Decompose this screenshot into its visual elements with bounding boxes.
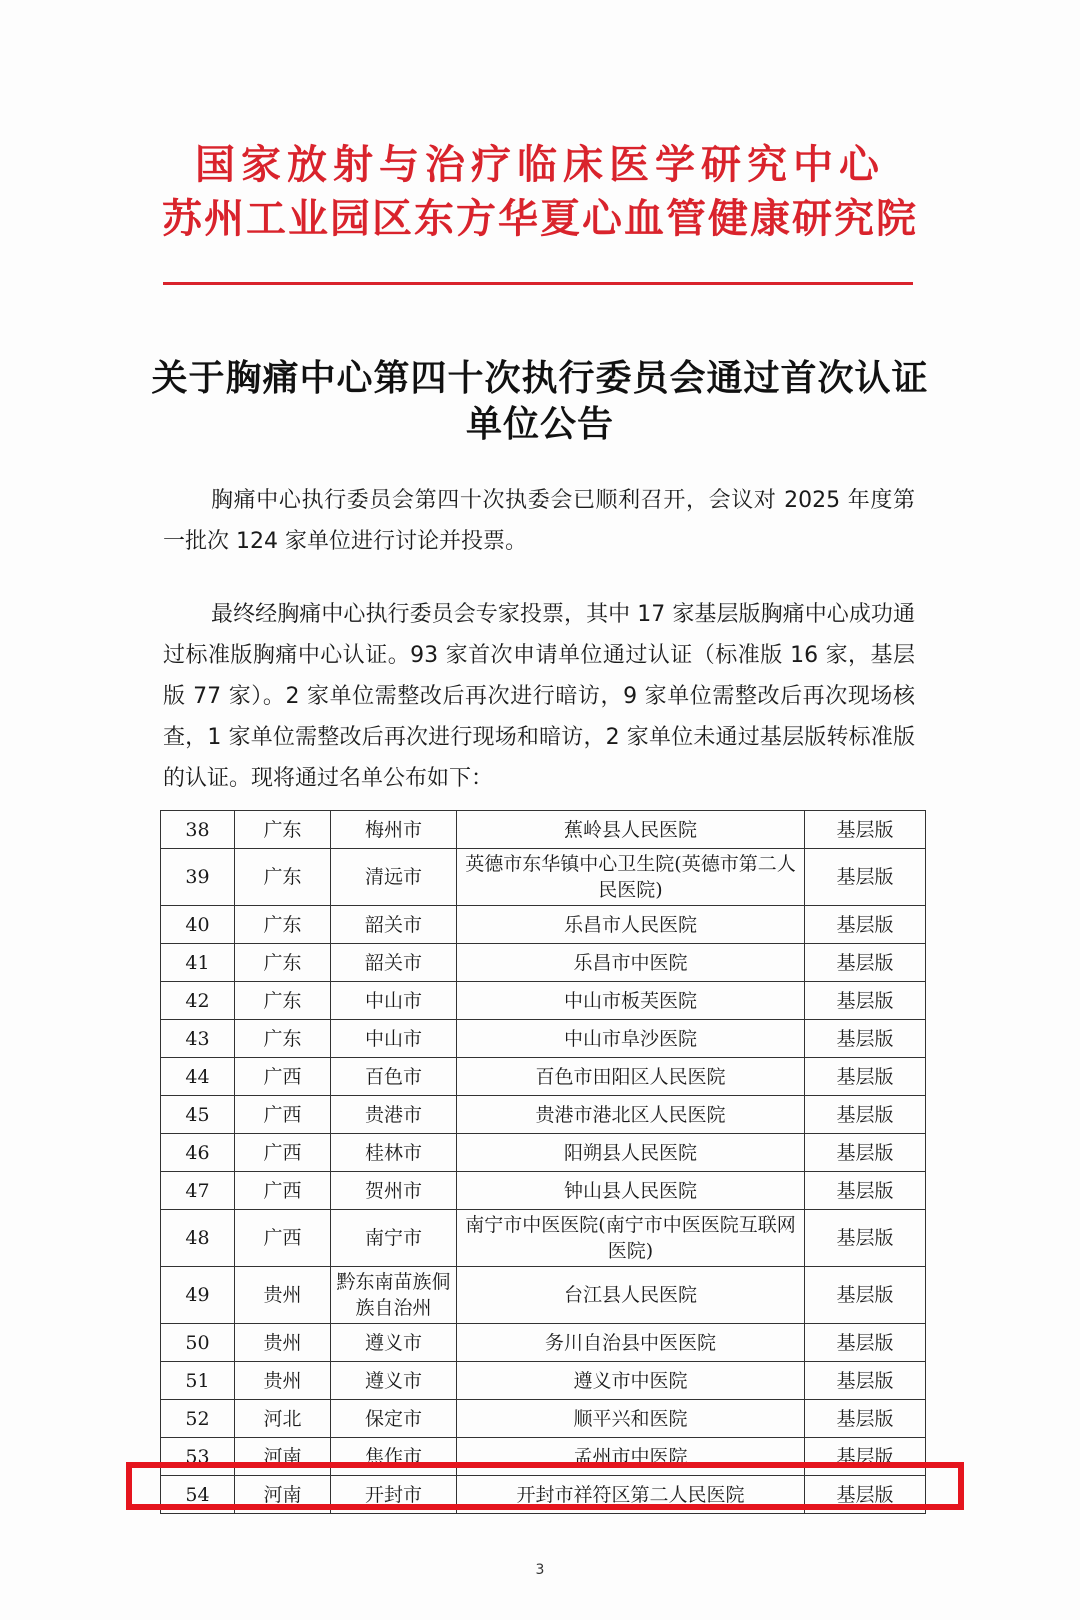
row-province: 广东 [235, 811, 331, 849]
row-version: 基层版 [805, 1476, 926, 1514]
row-number: 54 [161, 1476, 235, 1514]
row-version: 基层版 [805, 1096, 926, 1134]
row-city: 南宁市 [331, 1210, 457, 1267]
table-row [161, 1324, 926, 1362]
table-row [161, 1362, 926, 1400]
row-city: 梅州市 [331, 811, 457, 849]
row-province: 广西 [235, 1134, 331, 1172]
row-hospital: 开封市祥符区第二人民医院 [457, 1476, 805, 1514]
table-row [161, 906, 926, 944]
row-hospital: 乐昌市中医院 [457, 944, 805, 982]
table-row [161, 1400, 926, 1438]
table-row [161, 1438, 926, 1476]
table-row [161, 811, 926, 849]
document-title: 关于胸痛中心第四十次执行委员会通过首次认证单位公告 [151, 357, 929, 445]
row-number: 46 [161, 1134, 235, 1172]
row-province: 广西 [235, 1210, 331, 1267]
row-province: 贵州 [235, 1267, 331, 1324]
table-row [161, 1020, 926, 1058]
row-city: 贺州市 [331, 1172, 457, 1210]
paragraph-1: 胸痛中心执行委员会第四十次执委会已顺利召开，会议对 2025 年度第一批次 124 家单位进行讨论并投票。 [163, 488, 915, 554]
row-province: 广东 [235, 906, 331, 944]
row-version: 基层版 [805, 1172, 926, 1210]
row-province: 广东 [235, 944, 331, 982]
row-number: 52 [161, 1400, 235, 1438]
row-hospital: 中山市板芙医院 [457, 982, 805, 1020]
row-hospital: 阳朔县人民医院 [457, 1134, 805, 1172]
row-number: 49 [161, 1267, 235, 1324]
row-hospital: 台江县人民医院 [457, 1267, 805, 1324]
letterhead-divider [163, 282, 913, 285]
row-hospital: 孟州市中医院 [457, 1438, 805, 1476]
row-version: 基层版 [805, 1210, 926, 1267]
row-hospital: 英德市东华镇中心卫生院(英德市第二人民医院) [457, 849, 805, 906]
row-province: 贵州 [235, 1324, 331, 1362]
row-number: 53 [161, 1438, 235, 1476]
row-province: 河南 [235, 1476, 331, 1514]
row-version: 基层版 [805, 1020, 926, 1058]
row-version: 基层版 [805, 1362, 926, 1400]
table-row [161, 982, 926, 1020]
row-province: 贵州 [235, 1362, 331, 1400]
row-province: 广西 [235, 1172, 331, 1210]
row-version: 基层版 [805, 944, 926, 982]
row-province: 广东 [235, 849, 331, 906]
row-hospital: 百色市田阳区人民医院 [457, 1058, 805, 1096]
letterhead [0, 138, 1080, 246]
row-number: 40 [161, 906, 235, 944]
row-city: 中山市 [331, 1020, 457, 1058]
row-number: 51 [161, 1362, 235, 1400]
row-number: 48 [161, 1210, 235, 1267]
table-row [161, 1210, 926, 1267]
row-version: 基层版 [805, 811, 926, 849]
row-province: 广东 [235, 1020, 331, 1058]
row-hospital: 南宁市中医医院(南宁市中医医院互联网医院) [457, 1210, 805, 1267]
row-city: 开封市 [331, 1476, 457, 1514]
table-row [161, 1267, 926, 1324]
row-number: 47 [161, 1172, 235, 1210]
row-hospital: 蕉岭县人民医院 [457, 811, 805, 849]
row-city: 遵义市 [331, 1362, 457, 1400]
row-version: 基层版 [805, 1438, 926, 1476]
row-version: 基层版 [805, 1267, 926, 1324]
table-row [161, 1058, 926, 1096]
row-hospital: 遵义市中医院 [457, 1362, 805, 1400]
row-province: 广西 [235, 1096, 331, 1134]
row-number: 43 [161, 1020, 235, 1058]
row-province: 广西 [235, 1058, 331, 1096]
row-city: 桂林市 [331, 1134, 457, 1172]
row-number: 39 [161, 849, 235, 906]
row-hospital: 务川自治县中医医院 [457, 1324, 805, 1362]
row-number: 50 [161, 1324, 235, 1362]
row-version: 基层版 [805, 1324, 926, 1362]
row-city: 百色市 [331, 1058, 457, 1096]
row-city: 黔东南苗族侗族自治州 [331, 1267, 457, 1324]
row-version: 基层版 [805, 1134, 926, 1172]
table-row [161, 944, 926, 982]
page-number: 3 [535, 1562, 545, 1578]
paragraph-2: 最终经胸痛中心执行委员会专家投票，其中 17 家基层版胸痛中心成功通过标准版胸痛中心认证。93 家首次申请单位通过认证（标准版 16 家，基层版 77 家）。2 家单位需整改后再次进行暗访，9 家单位需整改后再次现场核查，1 家单位需整改后再次进行现场和暗访，2 家单位未通过基层版转标准版的认证。现将通过名单公布如下： [163, 602, 915, 791]
row-version: 基层版 [805, 906, 926, 944]
row-hospital: 中山市阜沙医院 [457, 1020, 805, 1058]
org-name-1: 国家放射与治疗临床医学研究中心 [195, 141, 885, 188]
certified-units-table [160, 810, 926, 1514]
table-row [161, 1096, 926, 1134]
row-city: 清远市 [331, 849, 457, 906]
row-number: 42 [161, 982, 235, 1020]
row-number: 41 [161, 944, 235, 982]
row-number: 38 [161, 811, 235, 849]
table-row [161, 1134, 926, 1172]
row-city: 中山市 [331, 982, 457, 1020]
row-number: 45 [161, 1096, 235, 1134]
row-province: 河南 [235, 1438, 331, 1476]
table-row [161, 849, 926, 906]
org-name-2: 苏州工业园区东方华夏心血管健康研究院 [162, 195, 918, 242]
row-number: 44 [161, 1058, 235, 1096]
row-version: 基层版 [805, 1400, 926, 1438]
row-city: 保定市 [331, 1400, 457, 1438]
row-city: 焦作市 [331, 1438, 457, 1476]
row-city: 贵港市 [331, 1096, 457, 1134]
row-hospital: 钟山县人民医院 [457, 1172, 805, 1210]
row-province: 广东 [235, 982, 331, 1020]
row-hospital: 顺平兴和医院 [457, 1400, 805, 1438]
row-hospital: 贵港市港北区人民医院 [457, 1096, 805, 1134]
row-city: 韶关市 [331, 906, 457, 944]
row-city: 韶关市 [331, 944, 457, 982]
row-version: 基层版 [805, 849, 926, 906]
row-city: 遵义市 [331, 1324, 457, 1362]
row-version: 基层版 [805, 982, 926, 1020]
row-province: 河北 [235, 1400, 331, 1438]
row-hospital: 乐昌市人民医院 [457, 906, 805, 944]
table-row [161, 1172, 926, 1210]
table-row-highlighted [161, 1476, 926, 1514]
row-version: 基层版 [805, 1058, 926, 1096]
